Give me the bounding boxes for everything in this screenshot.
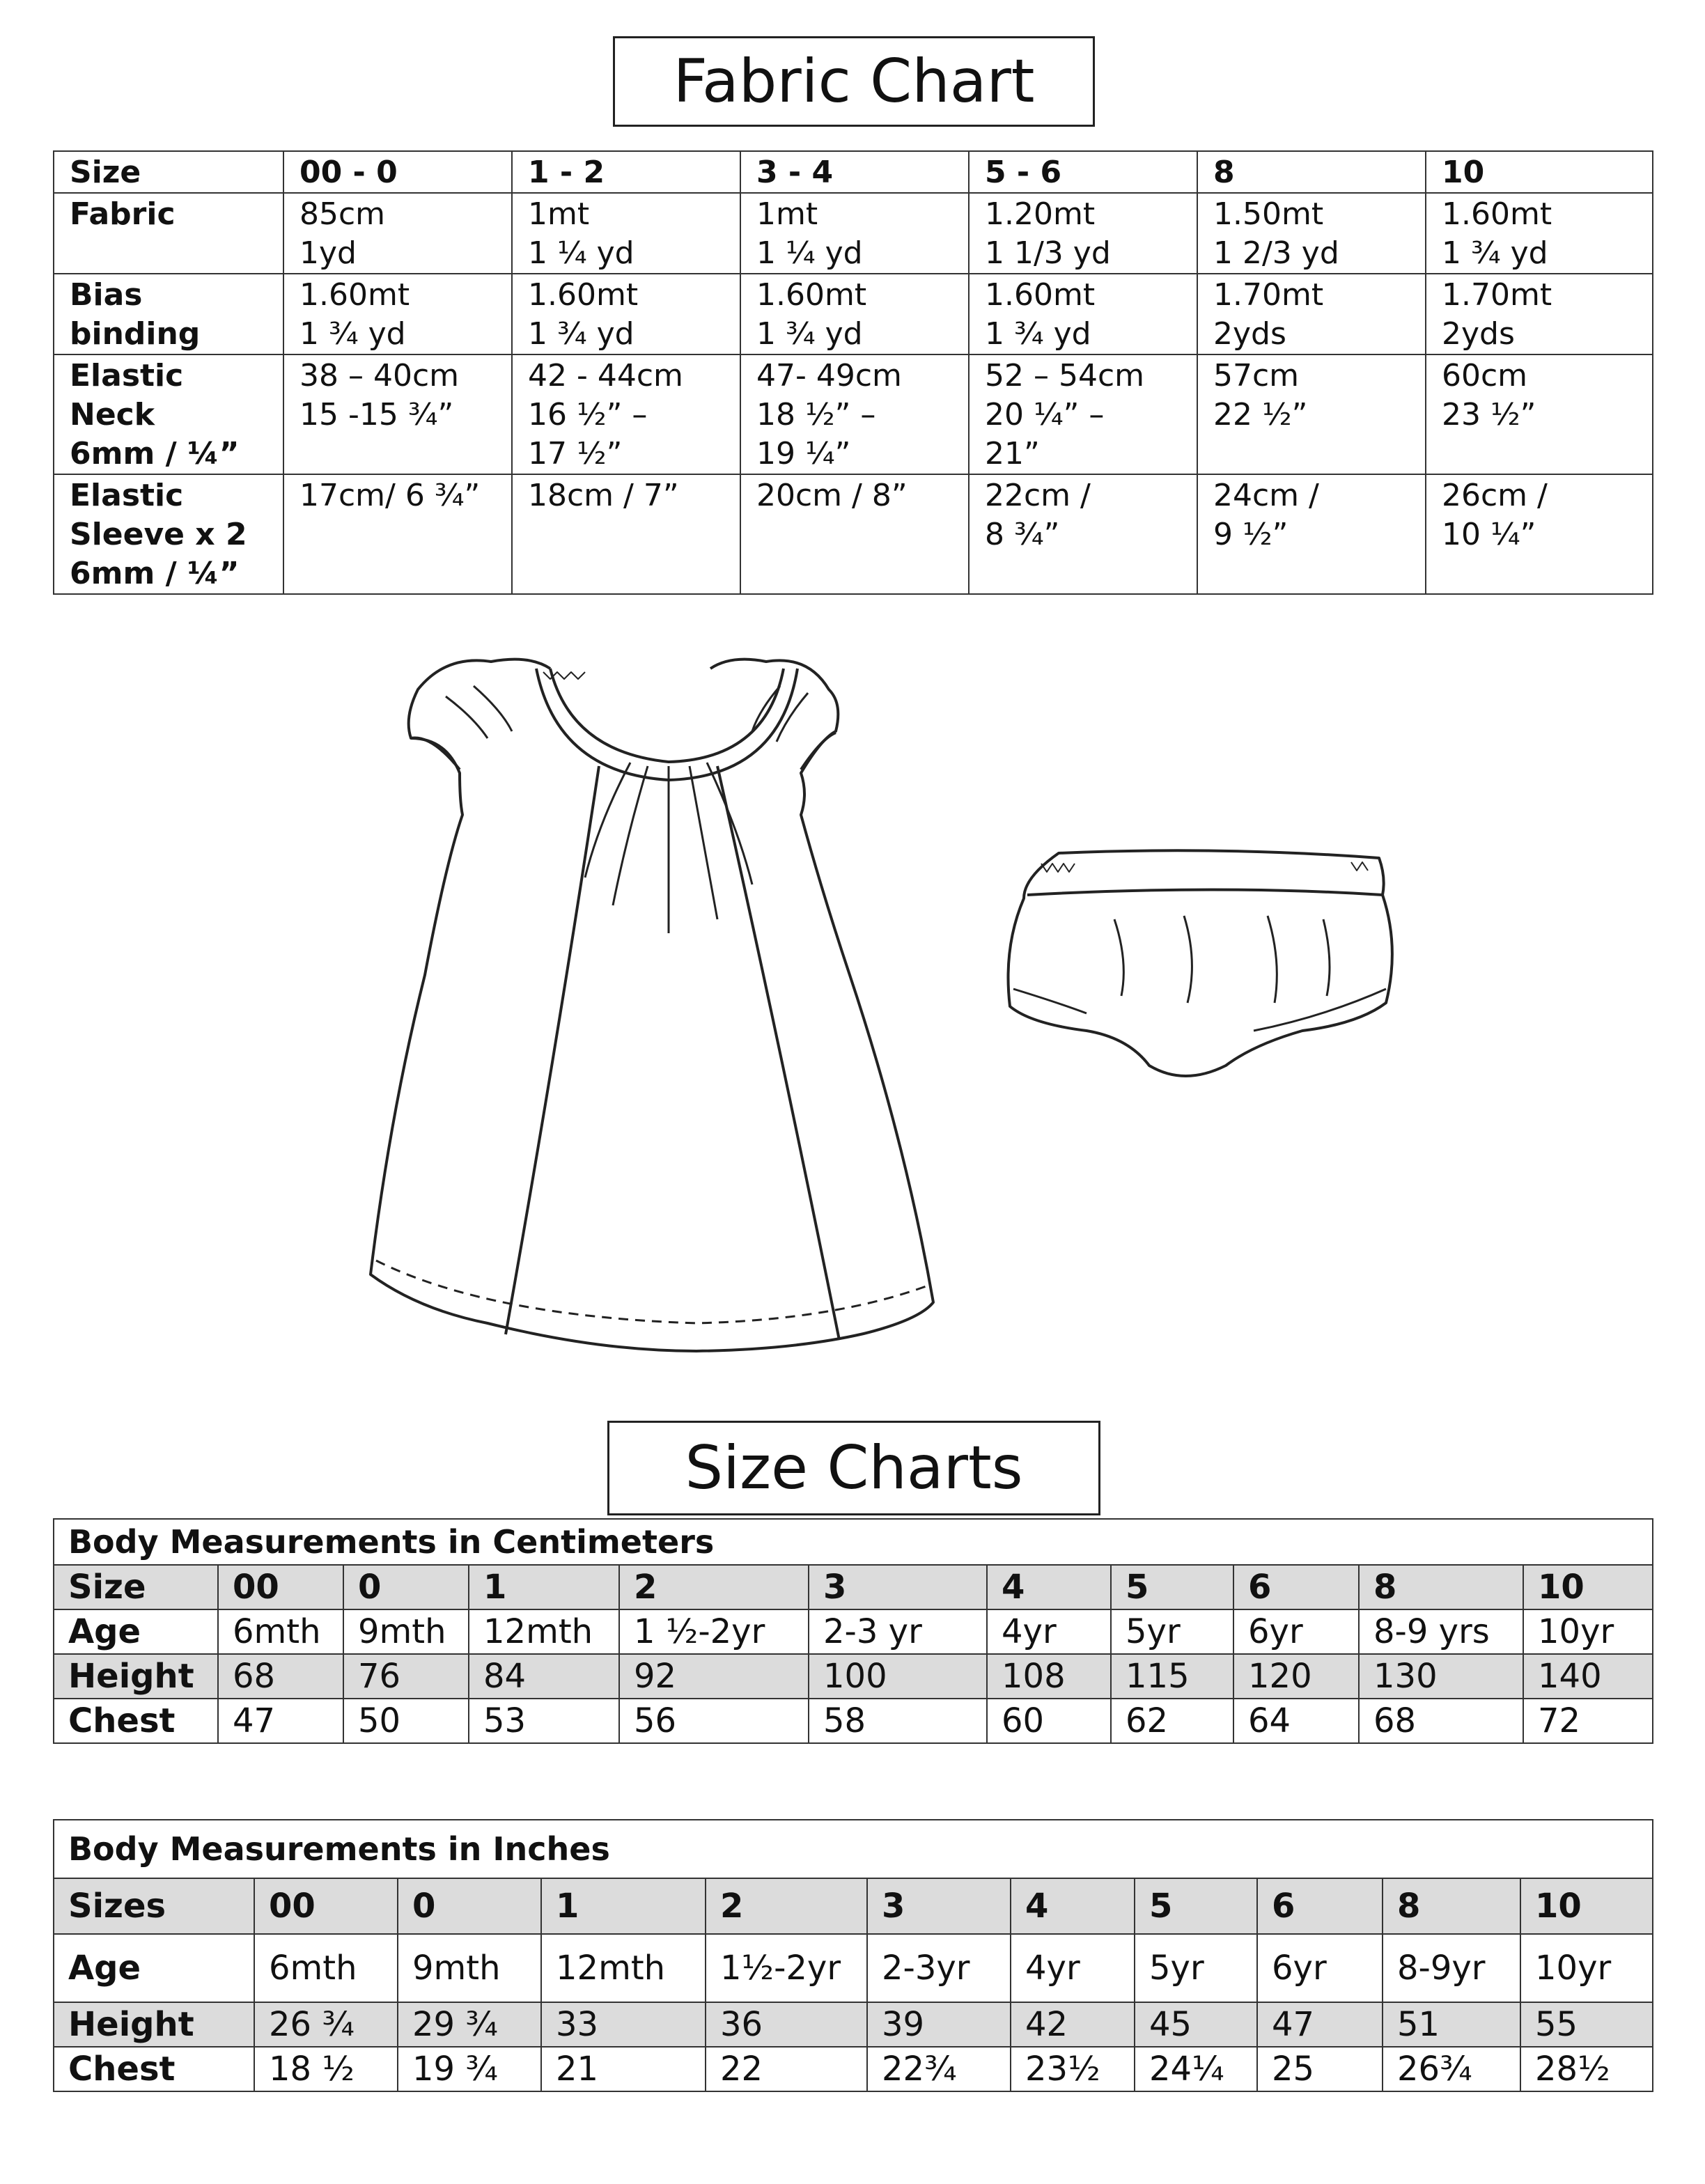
inch-row-chest: [54, 2047, 1653, 2091]
cm-header-cell: 2: [619, 1565, 809, 1609]
inch-cell: 9mth: [398, 1934, 541, 2002]
inch-header-cell: 00: [254, 1878, 398, 1934]
inch-cell: 24¼: [1135, 2047, 1257, 2091]
inch-cell: 33: [541, 2002, 706, 2047]
inch-row-height: [54, 2002, 1653, 2047]
inch-header-cell: 8: [1383, 1878, 1520, 1934]
fabric-cell: 18cm / 7”: [512, 474, 740, 594]
cm-cell: 84: [469, 1654, 619, 1699]
bloomers-drawing: [1009, 850, 1392, 1076]
inch-cell: 4yr: [1011, 1934, 1135, 2002]
inch-measurements-table: [53, 1819, 1653, 2092]
inch-cell: 26¾: [1383, 2047, 1520, 2091]
cm-cell: 130: [1359, 1654, 1523, 1699]
cm-measurements-table: [53, 1518, 1653, 1744]
inch-row-label: Age: [54, 1934, 254, 2002]
fabric-header-cell: 1 - 2: [512, 151, 740, 193]
cm-cell: 5yr: [1111, 1609, 1233, 1654]
fabric-cell: 60cm 23 ½”: [1426, 354, 1653, 474]
fabric-cell: 1mt 1 ¼ yd: [740, 193, 969, 274]
inch-cell: 36: [706, 2002, 867, 2047]
inch-row-label: Height: [54, 2002, 254, 2047]
cm-cell: 68: [1359, 1699, 1523, 1743]
cm-cell: 58: [809, 1699, 987, 1743]
fabric-header-cell: 00 - 0: [283, 151, 512, 193]
inch-cell: 55: [1520, 2002, 1653, 2047]
cm-cell: 92: [619, 1654, 809, 1699]
cm-cell: 64: [1233, 1699, 1359, 1743]
cm-cell: 1 ½-2yr: [619, 1609, 809, 1654]
inch-cell: 2-3yr: [867, 1934, 1011, 2002]
dress-drawing: [371, 660, 933, 1351]
cm-cell: 68: [218, 1654, 343, 1699]
inch-cell: 39: [867, 2002, 1011, 2047]
inch-row-age: [54, 1934, 1653, 2002]
cm-header-cell: 8: [1359, 1565, 1523, 1609]
fabric-cell: 22cm / 8 ¾”: [969, 474, 1197, 594]
fabric-cell: 38 – 40cm 15 -15 ¾”: [283, 354, 512, 474]
inch-cell: 21: [541, 2047, 706, 2091]
cm-header-cell: 10: [1523, 1565, 1653, 1609]
inch-cell: 19 ¾: [398, 2047, 541, 2091]
inch-cell: 22: [706, 2047, 867, 2091]
fabric-cell: 26cm / 10 ¼”: [1426, 474, 1653, 594]
inch-header-cell: 10: [1520, 1878, 1653, 1934]
fabric-header-cell: 8: [1197, 151, 1426, 193]
inch-cell: 51: [1383, 2002, 1520, 2047]
inch-cell: 42: [1011, 2002, 1135, 2047]
cm-cell: 72: [1523, 1699, 1653, 1743]
fabric-cell: 1mt 1 ¼ yd: [512, 193, 740, 274]
size-charts-title: Size Charts: [607, 1421, 1100, 1515]
inch-cell: 6yr: [1257, 1934, 1383, 2002]
fabric-cell: 20cm / 8”: [740, 474, 969, 594]
cm-row-age: [54, 1609, 1653, 1654]
fabric-cell: 1.60mt 1 ¾ yd: [740, 274, 969, 354]
cm-cell: 2-3 yr: [809, 1609, 987, 1654]
fabric-cell: 57cm 22 ½”: [1197, 354, 1426, 474]
fabric-cell: 42 - 44cm 16 ½” – 17 ½”: [512, 354, 740, 474]
inch-header-cell: 5: [1135, 1878, 1257, 1934]
cm-cell: 6mth: [218, 1609, 343, 1654]
fabric-header-cell: 3 - 4: [740, 151, 969, 193]
fabric-cell: 85cm 1yd: [283, 193, 512, 274]
cm-header-cell: 00: [218, 1565, 343, 1609]
inch-cell: 1½-2yr: [706, 1934, 867, 2002]
fabric-cell: 1.60mt 1 ¾ yd: [512, 274, 740, 354]
fabric-cell: 1.60mt 1 ¾ yd: [1426, 193, 1653, 274]
cm-cell: 56: [619, 1699, 809, 1743]
fabric-cell: 17cm/ 6 ¾”: [283, 474, 512, 594]
inch-header-cell: 4: [1011, 1878, 1135, 1934]
fabric-cell: 1.60mt 1 ¾ yd: [969, 274, 1197, 354]
cm-cell: 100: [809, 1654, 987, 1699]
cm-header-cell: 3: [809, 1565, 987, 1609]
cm-cell: 120: [1233, 1654, 1359, 1699]
cm-cell: 140: [1523, 1654, 1653, 1699]
cm-cell: 10yr: [1523, 1609, 1653, 1654]
cm-header-row: [54, 1565, 1653, 1609]
cm-cell: 8-9 yrs: [1359, 1609, 1523, 1654]
fabric-row-label: Elastic Sleeve x 2 6mm / ¼”: [54, 474, 283, 594]
cm-row-label: Chest: [54, 1699, 218, 1743]
cm-cell: 76: [343, 1654, 469, 1699]
cm-header-cell: 5: [1111, 1565, 1233, 1609]
cm-cell: 62: [1111, 1699, 1233, 1743]
cm-header-cell: 1: [469, 1565, 619, 1609]
cm-cell: 4yr: [987, 1609, 1111, 1654]
inch-header-cell: 3: [867, 1878, 1011, 1934]
inch-cell: 47: [1257, 2002, 1383, 2047]
cm-header-cell: 4: [987, 1565, 1111, 1609]
fabric-header-cell: Size: [54, 151, 283, 193]
inch-header-cell: 2: [706, 1878, 867, 1934]
fabric-row-label: Elastic Neck 6mm / ¼”: [54, 354, 283, 474]
fabric-header-cell: 5 - 6: [969, 151, 1197, 193]
fabric-row-label: Fabric: [54, 193, 283, 274]
cm-row-chest: [54, 1699, 1653, 1743]
cm-cell: 115: [1111, 1654, 1233, 1699]
fabric-chart-title: Fabric Chart: [613, 36, 1095, 127]
inch-header-cell: 0: [398, 1878, 541, 1934]
inch-cell: 22¾: [867, 2047, 1011, 2091]
inch-cell: 45: [1135, 2002, 1257, 2047]
fabric-cell: 1.70mt 2yds: [1197, 274, 1426, 354]
cm-cell: 50: [343, 1699, 469, 1743]
cm-row-height: [54, 1654, 1653, 1699]
inch-header-row: [54, 1878, 1653, 1934]
cm-header-cell: 0: [343, 1565, 469, 1609]
inch-header-cell: 1: [541, 1878, 706, 1934]
cm-header-cell: Size: [54, 1565, 218, 1609]
inch-cell: 18 ½: [254, 2047, 398, 2091]
fabric-header-cell: 10: [1426, 151, 1653, 193]
inch-cell: 5yr: [1135, 1934, 1257, 2002]
fabric-cell: 1.20mt 1 1/3 yd: [969, 193, 1197, 274]
inch-cell: 25: [1257, 2047, 1383, 2091]
fabric-cell: 24cm / 9 ½”: [1197, 474, 1426, 594]
fabric-cell: 1.50mt 1 2/3 yd: [1197, 193, 1426, 274]
inch-header-cell: 6: [1257, 1878, 1383, 1934]
inch-cell: 6mth: [254, 1934, 398, 2002]
cm-header-cell: 6: [1233, 1565, 1359, 1609]
cm-caption: Body Measurements in Centimeters: [54, 1519, 1653, 1565]
inch-cell: 26 ¾: [254, 2002, 398, 2047]
inch-cell: 29 ¾: [398, 2002, 541, 2047]
inch-cell: 10yr: [1520, 1934, 1653, 2002]
fabric-cell: 1.70mt 2yds: [1426, 274, 1653, 354]
cm-cell: 12mth: [469, 1609, 619, 1654]
cm-cell: 47: [218, 1699, 343, 1743]
inch-cell: 8-9yr: [1383, 1934, 1520, 2002]
cm-row-label: Age: [54, 1609, 218, 1654]
cm-row-label: Height: [54, 1654, 218, 1699]
fabric-cell: 52 – 54cm 20 ¼” – 21”: [969, 354, 1197, 474]
cm-cell: 108: [987, 1654, 1111, 1699]
cm-cell: 6yr: [1233, 1609, 1359, 1654]
cm-cell: 9mth: [343, 1609, 469, 1654]
inch-cell: 28½: [1520, 2047, 1653, 2091]
fabric-cell: 1.60mt 1 ¾ yd: [283, 274, 512, 354]
fabric-row-label: Bias binding: [54, 274, 283, 354]
inch-cell: 23½: [1011, 2047, 1135, 2091]
fabric-cell: 47- 49cm 18 ½” – 19 ¼”: [740, 354, 969, 474]
inch-caption: Body Measurements in Inches: [54, 1820, 1653, 1878]
inch-header-cell: Sizes: [54, 1878, 254, 1934]
inch-cell: 12mth: [541, 1934, 706, 2002]
inch-row-label: Chest: [54, 2047, 254, 2091]
cm-cell: 60: [987, 1699, 1111, 1743]
cm-cell: 53: [469, 1699, 619, 1743]
